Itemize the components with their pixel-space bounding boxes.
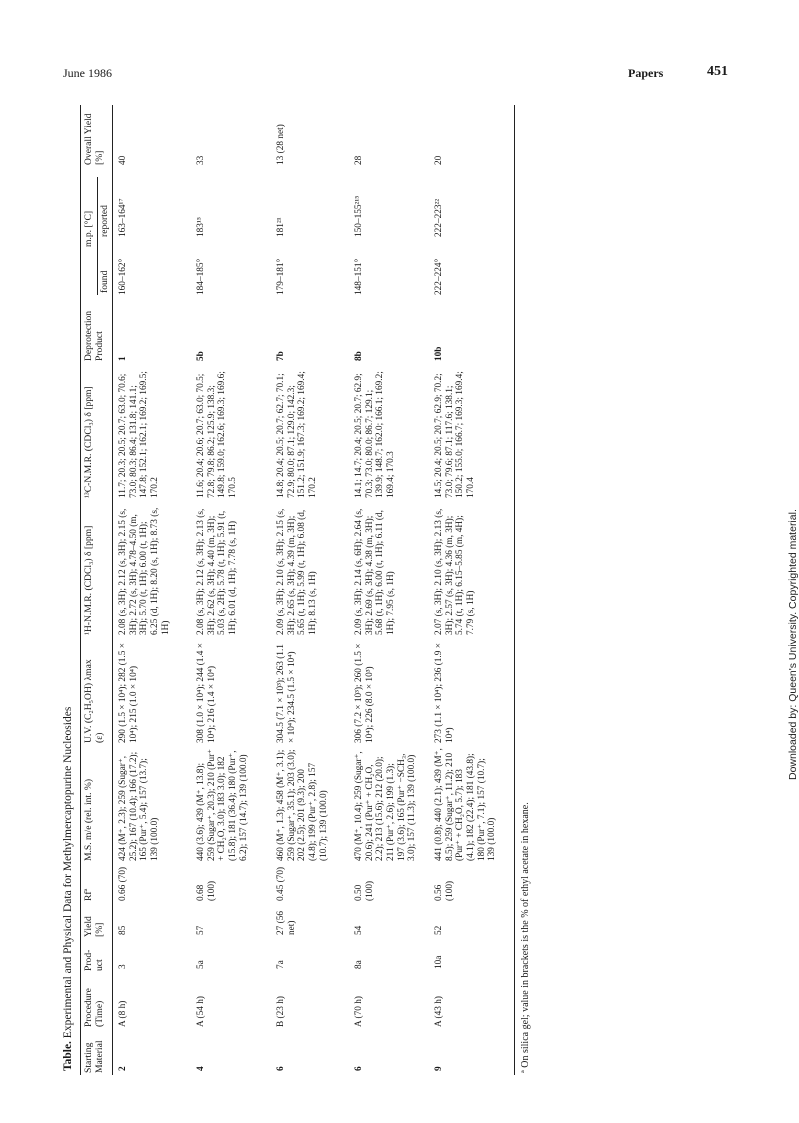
cell-overall: 33: [196, 155, 206, 165]
cell-overall: 20: [434, 155, 444, 165]
cell-product: 10a: [434, 955, 444, 969]
cell-procedure: B (23 h): [276, 996, 286, 1027]
cell-hnmr: 2.08 (s, 3H); 2.12 (s, 3H); 2.13 (s, 3H); 2.62 (s, 3H); 4.40 (m, 3H); 5.03 (s, 2H); 5.78 (t, 1H); 5.91 (t, 1H); 6.01 (d, 1H); 7.78 (s, 1H): [196, 508, 239, 635]
cell-mp-reported: 222–223²²: [434, 198, 444, 237]
col-header-rf: Rfª: [83, 888, 94, 901]
col-header-yield: Yield [%]: [83, 916, 105, 937]
rotated-table: [56, 93, 566, 1083]
cell-cnmr: 11.6; 20.4; 20.6; 20.7; 63.0; 70.5; 72.8; 79.8; 86.2; 125.9; 138.3; 149.8; 159.0; 162.6; 169.3; 169.6; 170.5: [196, 371, 239, 498]
cell-deprotection: 5b: [196, 351, 206, 361]
cell-ms: 470 (M⁺, 10.4); 259 (Sugar⁺, 20.6); 241 (Pur⁺ + CH₂O, 2.2); 213 (15.6); 212 (20.0); 211 (Pur⁺, 2.6); 199 (1.3); 197 (3.6); 165 (Pur⁺ −SCH₃, 3.0); 157 (11.3); 139 (100.0): [354, 751, 418, 861]
col-header-product: Prod- uct: [83, 949, 105, 971]
cell-uv: 304.5 (7.1 × 10³); 263 (1.1 × 10⁴); 234.5 (1.5 × 10⁴): [276, 644, 297, 743]
cell-rf: 0.56 (100): [434, 880, 455, 901]
cell-cnmr: 14.1; 14.7; 20.4; 20.5; 20.7; 62.9; 70.3; 73.0; 80.0; 86.7; 129.1; 139.9; 148.7; 162.0; 166.1; 169.2; 169.4; 170.3: [354, 371, 397, 498]
cell-mp-found: 148–151°: [354, 258, 364, 295]
table-footnote: ª On silica gel; value in brackets is the % of ethyl acetate in hexane.: [520, 802, 531, 1073]
col-header-hnmr: ¹H-N.M.R. (CDCl₃) δ [ppm]: [83, 525, 94, 635]
cell-mp-reported: 150–155²¹⁵: [354, 195, 364, 237]
cell-mp-found: 222–224°: [434, 258, 444, 295]
cell-product: 8a: [354, 960, 364, 969]
col-header-procedure: Procedure (Time): [83, 988, 105, 1027]
cell-product: 7a: [276, 960, 286, 969]
cell-deprotection: 8b: [354, 351, 364, 361]
cell-product: 5a: [196, 960, 206, 969]
cell-uv: 273 (1.1 × 10⁴); 236 (1.9 × 10⁴): [434, 643, 455, 743]
cell-uv: 306 (7.2 × 10³); 260 (1.5 × 10⁴); 226 (8.0 × 10³): [354, 643, 375, 743]
page-number: 451: [707, 64, 728, 79]
cell-cnmr: 14.5; 20.4; 20.5; 20.7; 62.9; 70.2; 73.0; 79.6; 87.1; 117.6; 138.1; 150.2; 155.0; 166.7; 169.3; 169.4; 170.4: [434, 371, 477, 498]
cell-yield: 27 (56 net): [276, 910, 297, 935]
table-header-rule: [112, 105, 113, 1075]
cell-rf: 0.45 (70): [276, 866, 286, 901]
cell-yield: 57: [196, 925, 206, 935]
cell-uv: 290 (1.5 × 10⁴); 282 (1.5 × 10⁴); 215 (1.0 × 10⁴): [118, 643, 139, 743]
cell-mp-reported: 181²¹: [276, 217, 286, 237]
download-watermark: Downloaded by: Queen's University. Copyrighted material.: [787, 509, 799, 780]
cell-ms: 460 (M⁺, 1.3); 458 (M⁺, 3.1); 259 (Sugar⁺, 35.1); 203 (3.0); 202 (2.5); 201 (9.3); 200 (4.8); 199 (Pur⁺, 2.8); 157 (10.7); 139 (100.0): [276, 749, 329, 861]
col-header-uv: U.V. (C₂H₅OH) λmax (ε): [83, 659, 105, 743]
running-header-section: Papers: [628, 66, 664, 80]
cell-procedure: A (70 h): [354, 996, 364, 1027]
cell-cnmr: 14.8; 20.4; 20.5; 20.7; 62.7; 70.1; 72.9; 80.0; 87.1; 129.0; 142.3; 151.2; 151.9; 167.3; 169.2; 169.4; 170.2: [276, 371, 319, 498]
cell-rf: 0.68 (100): [196, 880, 217, 901]
cell-overall: 13 (28 net): [276, 124, 286, 165]
cell-deprotection: 1: [118, 356, 128, 361]
cell-overall: 28: [354, 155, 364, 165]
table-bottom-rule: [514, 105, 515, 1075]
cell-overall: 40: [118, 155, 128, 165]
col-header-starting-material: Starting Material: [83, 1040, 105, 1073]
table-label: Table.: [62, 1041, 74, 1071]
cell-procedure: A (54 h): [196, 996, 206, 1027]
cell-starting-material: 4: [196, 1066, 206, 1071]
cell-mp-reported: 163–164¹⁷: [118, 198, 128, 237]
mp-subheader-rule: [97, 177, 98, 295]
cell-procedure: A (43 h): [434, 996, 444, 1027]
col-header-cnmr: ¹³C-N.M.R. (CDCl₃) δ [ppm]: [83, 386, 94, 498]
col-header-mp-found: found: [99, 270, 110, 293]
cell-yield: 54: [354, 925, 364, 935]
col-header-mp: m.p. [°C]: [83, 210, 94, 247]
table-title: [62, 707, 75, 1071]
cell-mp-found: 184–185°: [196, 258, 206, 295]
cell-starting-material: 9: [434, 1066, 444, 1071]
table-top-rule: [80, 105, 81, 1075]
col-header-ms: M.S. m/e (rel. int. %): [83, 778, 94, 861]
cell-ms: 424 (M⁺, 2.3); 259 (Sugar⁺, 25.2); 167 (10.4); 166 (17.2); 165 (Pur⁺, 5.4); 157 (13.7); 139 (100.0): [118, 751, 161, 861]
cell-deprotection: 10b: [434, 346, 444, 361]
cell-product: 3: [118, 964, 128, 969]
cell-rf: 0.66 (70): [118, 866, 128, 901]
cell-cnmr: 11.7; 20.3; 20.5; 20.7; 63.0; 70.6; 73.0; 80.3; 86.4; 131.8; 141.1; 147.8; 152.1; 162.1; 169.2; 169.5; 170.2: [118, 371, 161, 498]
cell-mp-found: 179–181°: [276, 258, 286, 295]
col-header-overall-yield: Overall Yield [%]: [83, 113, 105, 165]
cell-hnmr: 2.08 (s, 3H); 2.12 (s, 3H); 2.15 (s, 3H); 2.72 (s, 3H); 4.78–4.50 (m, 3H); 5.70 (t, 1H); 6.00 (t, 1H); 6.25 (d, 1H); 8.20 (s, 1H); 8.73 (s, 1H): [118, 507, 171, 635]
col-header-deprotection: Deprotection Product: [83, 310, 105, 361]
cell-ms: 441 (0.8); 440 (2.1); 439 (M⁺, 8.5); 259 (Sugar⁺, 11.2); 210 (Pur⁺ + CH₂O, 5.7); 183 (4.1); 182 (22.4); 181 (43.8); 180 (Pur⁺, 7.1); 157 (10.7); 139 (100.0): [434, 748, 498, 861]
table-caption: Experimental and Physical Data for Methylmercaptopurine Nucleosides: [62, 706, 74, 1039]
cell-yield: 85: [118, 925, 128, 935]
cell-hnmr: 2.07 (s, 3H); 2.10 (s, 3H); 2.13 (s, 3H); 2.57 (s, 3H); 4.36 (m, 3H); 5.74 (t, 1H); 6.15–5.85 (m, 4H); 7.79 (s, 1H): [434, 508, 477, 635]
cell-hnmr: 2.09 (s, 3H); 2.14 (s, 6H); 2.64 (s, 3H); 2.69 (s, 3H); 4.38 (m, 3H); 5.68 (t, 1H); 6.00 (t, 1H); 6.11 (d, 1H); 7.95 (s, 1H): [354, 508, 397, 635]
cell-deprotection: 7b: [276, 351, 286, 361]
cell-starting-material: 6: [276, 1066, 286, 1071]
cell-procedure: A (8 h): [118, 1000, 128, 1027]
cell-mp-reported: 183¹⁵: [196, 217, 206, 237]
cell-starting-material: 6: [354, 1066, 364, 1071]
cell-ms: 440 (3.6); 439 (M⁺, 13.8); 259 (Sugar⁺, 20.3); 210 (Pur⁺ + CH₂O, 3.0); 183 3.0); 182 (15.8); 181 (36.4); 180 (Pur⁺, 6.2); 157 (14.7); 139 (100.0): [196, 748, 249, 861]
cell-uv: 308 (1.0 × 10⁴); 244 (1.4 × 10⁴); 216 (1.4 × 10⁴): [196, 643, 217, 743]
cell-yield: 52: [434, 925, 444, 935]
cell-rf: 0.50 (100): [354, 880, 375, 901]
col-header-mp-reported: reported: [99, 205, 110, 237]
running-header-date: June 1986: [63, 66, 112, 80]
cell-starting-material: 2: [118, 1066, 128, 1071]
cell-mp-found: 160–162°: [118, 258, 128, 295]
cell-hnmr: 2.09 (s, 3H); 2.10 (s, 3H); 2.15 (s, 3H); 2.65 (s, 3H); 4.39 (m, 3H); 5.65 (t, 1H); 5.99 (t, 1H); 6.08 (d, 1H); 8.13 (s, 1H): [276, 508, 319, 635]
